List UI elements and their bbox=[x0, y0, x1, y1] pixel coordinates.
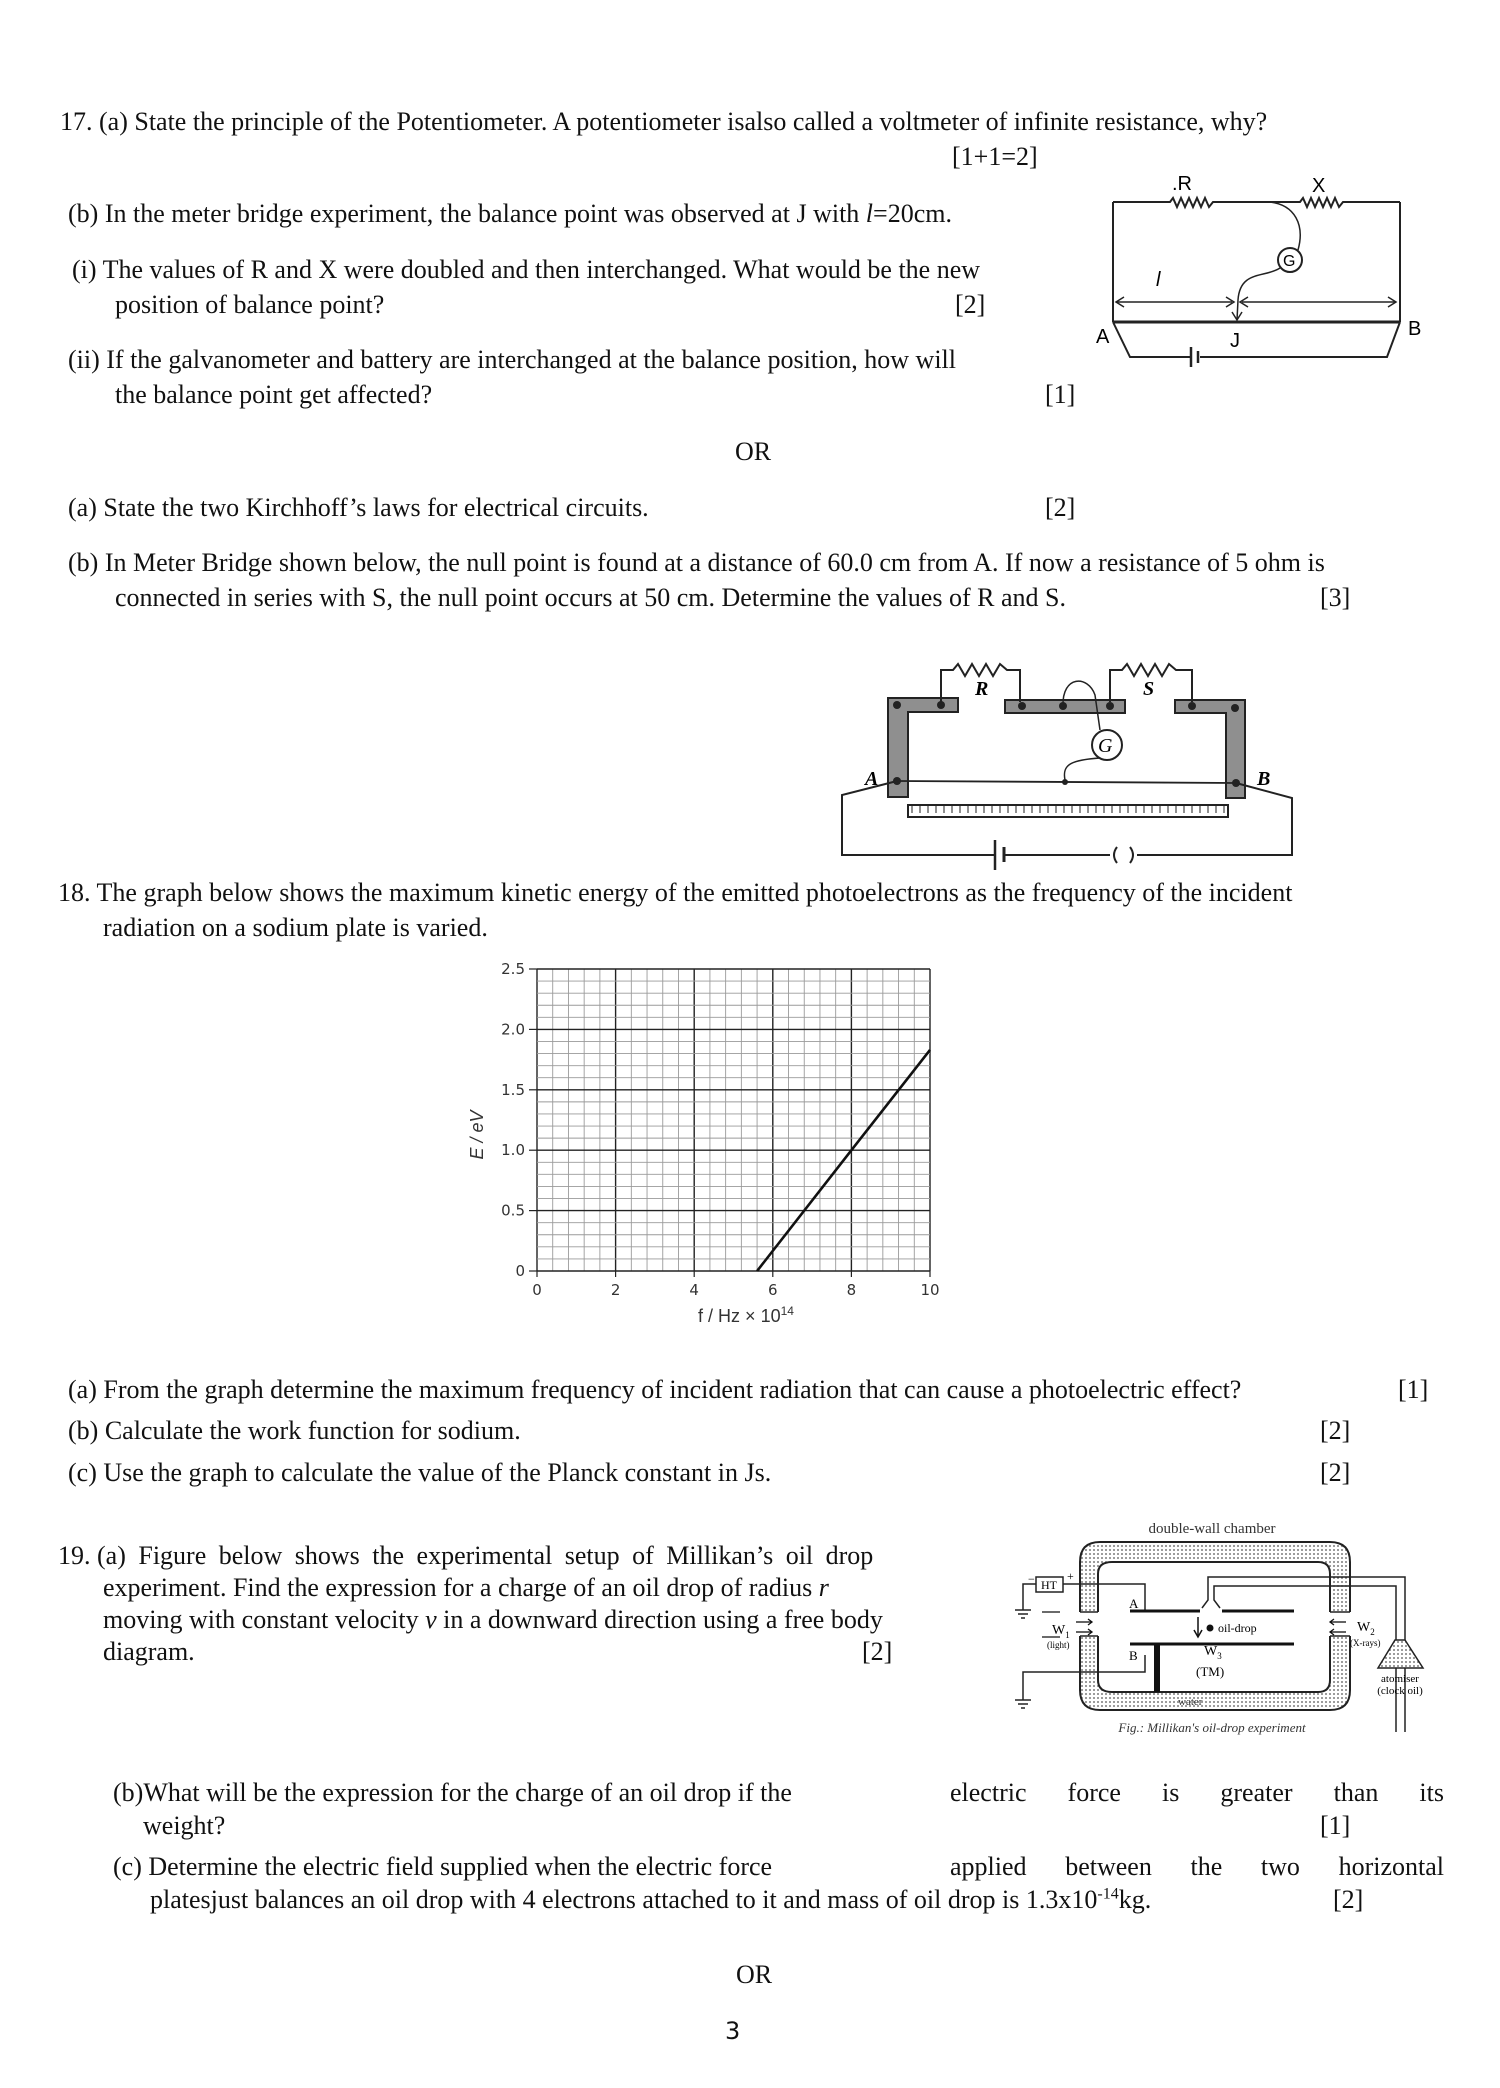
svg-text:0: 0 bbox=[532, 1281, 542, 1299]
q18-b-question: (b) Calculate the work function for sodium. bbox=[68, 1416, 521, 1445]
w3-label: $W_3$ bbox=[1204, 1644, 1222, 1661]
q19-b-line1-right: electric force is greater than its bbox=[950, 1778, 1444, 1807]
q17-alt-a-marks: [2] bbox=[1045, 493, 1076, 522]
svg-text:10: 10 bbox=[920, 1281, 940, 1299]
water-label: water bbox=[1178, 1696, 1203, 1708]
q19-c-line2 bbox=[150, 1885, 1151, 1915]
photoelectric-graph bbox=[440, 950, 1080, 1340]
w2-note: (X-rays) bbox=[1350, 1638, 1381, 1648]
q19-a-line3 bbox=[103, 1605, 883, 1635]
label-x: X bbox=[1312, 175, 1326, 197]
q18-b-marks: [2] bbox=[1320, 1416, 1351, 1445]
ht-plus: + bbox=[1067, 1569, 1074, 1583]
svg-text:6: 6 bbox=[768, 1281, 778, 1299]
length-label-l: l bbox=[1156, 269, 1161, 291]
meter-bridge-diagram-1 bbox=[1090, 160, 1435, 380]
q19-c-line1-left: (c) Determine the electric field supplied when the electric force bbox=[113, 1852, 773, 1881]
plate-b-label: B bbox=[1129, 1648, 1138, 1663]
q19-c-line1-right: applied between the two horizontal bbox=[950, 1852, 1444, 1881]
q19-c-line2-unit: kg. bbox=[1118, 1885, 1152, 1914]
question-number: 18. bbox=[58, 878, 91, 907]
q17-a-question bbox=[60, 107, 1267, 137]
svg-text:8: 8 bbox=[846, 1281, 857, 1299]
svg-text:2.5: 2.5 bbox=[501, 960, 525, 978]
q17-alt-b-marks: [3] bbox=[1320, 583, 1351, 612]
q18-intro-text: The graph below shows the maximum kinetic energy of the emitted photoelectrons as the frequency of the incident bbox=[96, 878, 1293, 907]
label-r: R bbox=[975, 678, 989, 700]
meter-bridge-diagram-2 bbox=[800, 640, 1400, 880]
question-number: 17. bbox=[60, 107, 93, 136]
q17-i-line1: (i) The values of R and X were doubled and then interchanged. What would be the new bbox=[72, 255, 981, 284]
label-r: .R bbox=[1172, 173, 1192, 195]
q19-a-line2-text: experiment. Find the expression for a charge of an oil drop of radius bbox=[103, 1573, 819, 1602]
q17-b-question bbox=[68, 199, 952, 229]
atomiser-note: (clock oil) bbox=[1377, 1685, 1423, 1697]
w1-note: (light) bbox=[1047, 1640, 1070, 1650]
label-b: B bbox=[1408, 318, 1422, 340]
q17-b-text: (b) In the meter bridge experiment, the balance point was observed at J with bbox=[68, 199, 866, 228]
q19-b-line2: weight? bbox=[143, 1811, 226, 1840]
chart-axes bbox=[501, 960, 939, 1299]
q17-a-marks: [1+1=2] bbox=[952, 142, 1038, 171]
q17-i-marks: [2] bbox=[955, 290, 986, 319]
ht-label: HT bbox=[1041, 1578, 1057, 1592]
w2-label: $W_2$ bbox=[1357, 1620, 1375, 1637]
radius-variable: r bbox=[818, 1573, 829, 1602]
q17-ii-marks: [1] bbox=[1045, 380, 1076, 409]
svg-text:0.5: 0.5 bbox=[501, 1201, 525, 1220]
chart-x-axis-label: $f / Hz \times 10^{14}$ bbox=[698, 1304, 794, 1326]
q18-intro-line1 bbox=[58, 878, 1292, 908]
ht-minus: − bbox=[1028, 1572, 1035, 1586]
q18-a-question: (a) From the graph determine the maximum frequency of incident radiation that can cause a photoelectric effect? bbox=[68, 1375, 1242, 1404]
q17-alt-b-line1: (b) In Meter Bridge shown below, the null point is found at a distance of 60.0 cm from A. If now a resistance of 5 ohm is bbox=[68, 548, 1325, 577]
svg-text:2: 2 bbox=[610, 1281, 621, 1299]
label-j: J bbox=[1230, 330, 1240, 352]
plate-a-label: A bbox=[1129, 1596, 1139, 1611]
q19-a-line4: diagram. bbox=[103, 1637, 195, 1666]
q18-c-marks: [2] bbox=[1320, 1458, 1351, 1487]
q17-a-text: (a) State the principle of the Potentiometer. A potentiometer isalso called a voltmeter of infinite resistance, why? bbox=[99, 107, 1268, 136]
svg-text:1.5: 1.5 bbox=[501, 1080, 525, 1099]
page-number: 3 bbox=[725, 2017, 741, 2045]
q17-alt-b-line2: connected in series with S, the null point occurs at 50 cm. Determine the values of R and S. bbox=[115, 583, 1066, 612]
chamber-title: double-wall chamber bbox=[1148, 1521, 1276, 1537]
exponent: -14 bbox=[1097, 1885, 1119, 1903]
figure-caption: Fig.: Millikan's oil-drop experiment bbox=[1118, 1720, 1306, 1735]
atomiser-label: atomiser bbox=[1381, 1673, 1419, 1685]
svg-text:0: 0 bbox=[515, 1262, 525, 1280]
q18-intro-line2: radiation on a sodium plate is varied. bbox=[103, 913, 488, 942]
chart-grid bbox=[537, 969, 930, 1271]
question-number: 19. bbox=[58, 1541, 91, 1570]
q19-a-line1 bbox=[58, 1541, 873, 1571]
svg-text:1.0: 1.0 bbox=[501, 1141, 525, 1160]
label-b: B bbox=[1257, 768, 1271, 790]
label-a: A bbox=[865, 768, 879, 790]
chart-y-axis-label: E / eV bbox=[467, 1110, 487, 1160]
q17-b-text-end: =20cm. bbox=[873, 199, 952, 228]
w1-label: $W_1$ bbox=[1052, 1623, 1070, 1640]
millikan-oil-drop-diagram bbox=[1000, 1500, 1440, 1750]
w3-note: (TM) bbox=[1196, 1664, 1225, 1679]
galvanometer-label: G bbox=[1098, 735, 1113, 757]
q17-alt-a-question: (a) State the two Kirchhoff’s laws for electrical circuits. bbox=[68, 493, 649, 522]
q19-a-text: (a) Figure below shows the experimental setup of Millikan’s oil drop bbox=[97, 1541, 874, 1570]
label-s: S bbox=[1143, 678, 1155, 700]
q19-a-line2 bbox=[103, 1573, 829, 1603]
q19-a-line3-text-end: in a downward direction using a free body bbox=[436, 1605, 883, 1634]
q19-b-marks: [1] bbox=[1320, 1811, 1351, 1840]
or-divider-q17: OR bbox=[735, 437, 772, 466]
oil-drop-label: oil-drop bbox=[1218, 1621, 1257, 1635]
q17-ii-line1: (ii) If the galvanometer and battery are interchanged at the balance position, how will bbox=[68, 345, 956, 374]
q18-c-question: (c) Use the graph to calculate the value of the Planck constant in Js. bbox=[68, 1458, 772, 1487]
svg-text:2.0: 2.0 bbox=[501, 1020, 525, 1039]
galvanometer-label: G bbox=[1283, 253, 1296, 270]
q19-a-marks: [2] bbox=[862, 1637, 893, 1666]
q19-c-marks: [2] bbox=[1333, 1885, 1364, 1914]
velocity-variable: v bbox=[425, 1605, 437, 1634]
label-a: A bbox=[1096, 326, 1110, 348]
q19-c-line2-text: platesjust balances an oil drop with 4 electrons attached to it and mass of oil drop is 1.3x10 bbox=[150, 1885, 1098, 1914]
q19-a-line3-text: moving with constant velocity bbox=[103, 1605, 426, 1634]
q18-a-marks: [1] bbox=[1398, 1375, 1429, 1404]
q17-ii-line2: the balance point get affected? bbox=[115, 380, 433, 409]
q17-b-variable: l bbox=[865, 199, 874, 228]
q17-i-line2: position of balance point? bbox=[115, 290, 385, 319]
or-divider-q19: OR bbox=[736, 1960, 773, 1989]
svg-text:4: 4 bbox=[689, 1281, 699, 1299]
q19-b-line1-left: (b)What will be the expression for the charge of an oil drop if the bbox=[113, 1778, 792, 1807]
chart-series-line bbox=[757, 1050, 930, 1271]
